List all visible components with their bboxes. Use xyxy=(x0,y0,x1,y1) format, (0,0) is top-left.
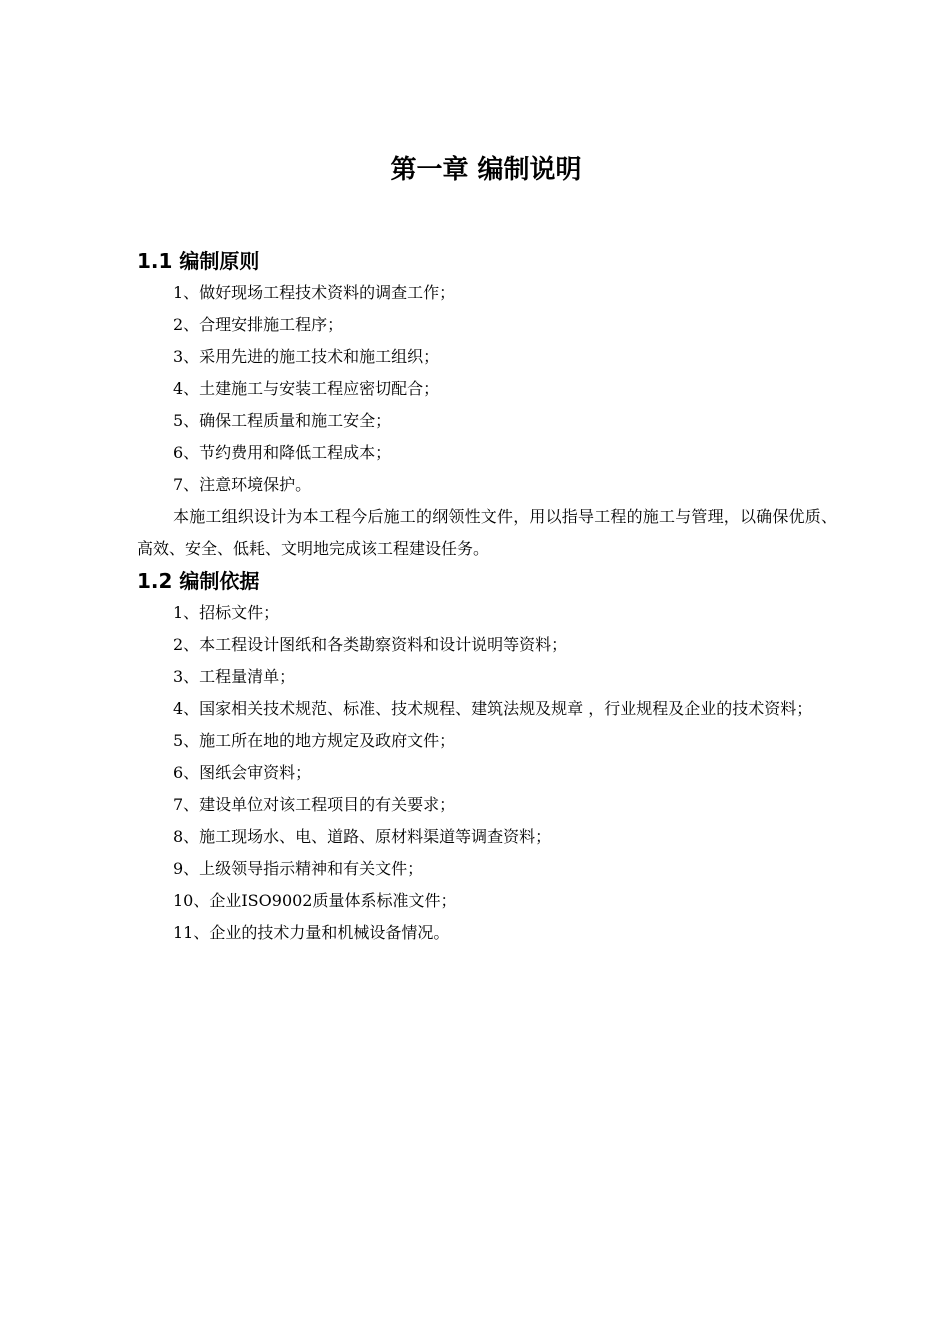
principle-item: 7、注意环境保护。 xyxy=(173,475,312,494)
basis-item: 9、上级领导指示精神和有关文件； xyxy=(173,859,424,878)
basis-item: 1、招标文件； xyxy=(173,603,280,622)
basis-item: 3、工程量清单； xyxy=(173,667,296,686)
principle-summary: 本施工组织设计为本工程今后施工的纲领性文件，用以指导工程的施工与管理，以确保优质、高效、安全、低耗、文明地完成该工程建设任务。 xyxy=(137,507,837,558)
principle-item: 5、确保工程质量和施工安全； xyxy=(173,411,392,430)
basis-item: 2、本工程设计图纸和各类勘察资料和设计说明等资料； xyxy=(173,635,568,654)
basis-item: 11、企业的技术力量和机械设备情况。 xyxy=(173,923,450,942)
basis-item: 5、施工所在地的地方规定及政府文件； xyxy=(173,731,456,750)
section-heading: 1.1 编制原则 xyxy=(137,249,260,273)
section-basis xyxy=(137,565,837,949)
basis-item: 4、国家相关技术规范、标准、技术规程、建筑法规及规章 ，行业规程及企业的技术资料； xyxy=(173,699,813,718)
basis-item: 8、施工现场水、电、道路、原材料渠道等调查资料； xyxy=(173,827,552,846)
chapter-title: 第一章 编制说明 xyxy=(390,155,582,185)
section-principles xyxy=(137,245,837,565)
principle-item: 2、合理安排施工程序； xyxy=(173,315,344,334)
basis-item: 6、图纸会审资料； xyxy=(173,763,312,782)
principle-item: 4、土建施工与安装工程应密切配合； xyxy=(173,379,440,398)
basis-item: 10、企业ISO9002质量体系标准文件； xyxy=(173,891,457,910)
principle-item: 1、做好现场工程技术资料的调查工作； xyxy=(173,283,456,302)
basis-item: 7、建设单位对该工程项目的有关要求； xyxy=(173,795,456,814)
principle-item: 6、节约费用和降低工程成本； xyxy=(173,443,392,462)
principle-item: 3、采用先进的施工技术和施工组织； xyxy=(173,347,440,366)
document-body xyxy=(137,245,837,949)
section-heading: 1.2 编制依据 xyxy=(137,569,260,593)
